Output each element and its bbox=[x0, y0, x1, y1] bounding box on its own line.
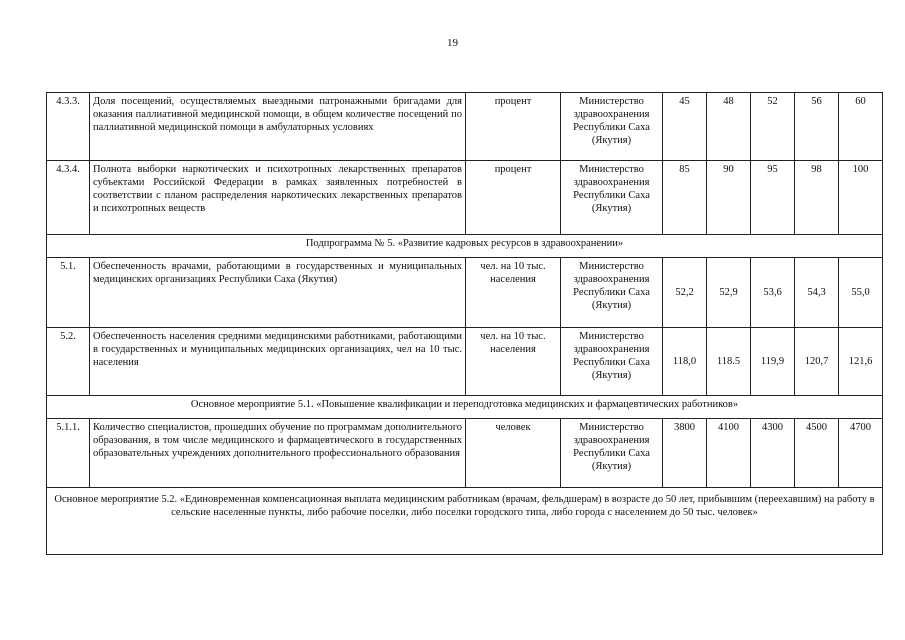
page-number: 19 bbox=[447, 37, 458, 49]
indicator-name: Доля посещений, осуществляемых выездными патронажными бригадами для оказания паллиативной медицинской помощи, в общем количестве посещений по паллиативной медицинской помощи в амбулаторных условиях bbox=[90, 93, 466, 161]
value-cell: 120,7 bbox=[795, 328, 839, 396]
responsible-cell: Министерство здравоохранения Республики Саха (Якутия) bbox=[561, 161, 663, 235]
unit-cell: процент bbox=[466, 161, 561, 235]
value-cell: 4300 bbox=[751, 419, 795, 488]
row-number: 4.3.3. bbox=[47, 93, 90, 161]
value-cell: 98 bbox=[795, 161, 839, 235]
value-cell: 4700 bbox=[839, 419, 883, 488]
unit-cell: чел. на 10 тыс. населения bbox=[466, 328, 561, 396]
value-cell: 118,0 bbox=[663, 328, 707, 396]
section-header-row bbox=[47, 235, 883, 258]
event-header: Основное мероприятие 5.1. «Повышение квалификации и переподготовка медицинских и фармацевтических работников» bbox=[47, 396, 883, 419]
value-cell: 4100 bbox=[707, 419, 751, 488]
value-cell: 55,0 bbox=[839, 258, 883, 328]
value-cell: 48 bbox=[707, 93, 751, 161]
row-number: 5.1. bbox=[47, 258, 90, 328]
unit-cell: процент bbox=[466, 93, 561, 161]
value-cell: 53,6 bbox=[751, 258, 795, 328]
value-cell: 4500 bbox=[795, 419, 839, 488]
value-cell: 56 bbox=[795, 93, 839, 161]
event-header: Основное мероприятие 5.2. «Единовременная компенсационная выплата медицинским работникам (врачам, фельдшерам) в возрасте до 50 лет, прибывшим (переехавшим) на работу в сельские населенные пункты, либо рабочие поселки, либо поселки городского типа, либо города с населением до 50 тыс. человек» bbox=[47, 488, 883, 555]
table-row bbox=[47, 161, 883, 235]
value-cell: 100 bbox=[839, 161, 883, 235]
value-cell: 121,6 bbox=[839, 328, 883, 396]
row-number: 4.3.4. bbox=[47, 161, 90, 235]
value-cell: 118.5 bbox=[707, 328, 751, 396]
responsible-cell: Министерство здравоохранения Республики Саха (Якутия) bbox=[561, 419, 663, 488]
indicator-name: Полнота выборки наркотических и психотропных лекарственных препаратов субъектами Российской Федерации в рамках заявленных потребностей в соответствии с планом распределения наркотических лекарственных препаратов и психотропных веществ bbox=[90, 161, 466, 235]
value-cell: 54,3 bbox=[795, 258, 839, 328]
indicator-name: Обеспеченность врачами, работающими в государственных и муниципальных медицинских организациях Республики Саха (Якутия) bbox=[90, 258, 466, 328]
unit-cell: чел. на 10 тыс. населения bbox=[466, 258, 561, 328]
table-row bbox=[47, 328, 883, 396]
value-cell: 60 bbox=[839, 93, 883, 161]
section-header-row bbox=[47, 488, 883, 555]
value-cell: 119,9 bbox=[751, 328, 795, 396]
value-cell: 3800 bbox=[663, 419, 707, 488]
responsible-cell: Министерство здравоохранения Республики Саха (Якутия) bbox=[561, 258, 663, 328]
row-number: 5.1.1. bbox=[47, 419, 90, 488]
value-cell: 52,2 bbox=[663, 258, 707, 328]
table-row bbox=[47, 258, 883, 328]
indicators-table bbox=[46, 92, 883, 555]
value-cell: 45 bbox=[663, 93, 707, 161]
subprogram-header: Подпрограмма № 5. «Развитие кадровых ресурсов в здравоохранении» bbox=[47, 235, 883, 258]
section-header-row bbox=[47, 396, 883, 419]
value-cell: 95 bbox=[751, 161, 795, 235]
row-number: 5.2. bbox=[47, 328, 90, 396]
indicator-name: Количество специалистов, прошедших обучение по программам дополнительного образования, в том числе медицинского и фармацевтического в государственных образовательных учреждениях дополнительного профессионального образования bbox=[90, 419, 466, 488]
value-cell: 90 bbox=[707, 161, 751, 235]
value-cell: 85 bbox=[663, 161, 707, 235]
unit-cell: человек bbox=[466, 419, 561, 488]
value-cell: 52,9 bbox=[707, 258, 751, 328]
value-cell: 52 bbox=[751, 93, 795, 161]
table-row bbox=[47, 419, 883, 488]
responsible-cell: Министерство здравоохранения Республики Саха (Якутия) bbox=[561, 93, 663, 161]
indicator-name: Обеспеченность населения средними медицинскими работниками, работающими в государственных и муниципальных медицинских организациях, чел на 10 тыс. населения bbox=[90, 328, 466, 396]
table-row bbox=[47, 93, 883, 161]
responsible-cell: Министерство здравоохранения Республики Саха (Якутия) bbox=[561, 328, 663, 396]
